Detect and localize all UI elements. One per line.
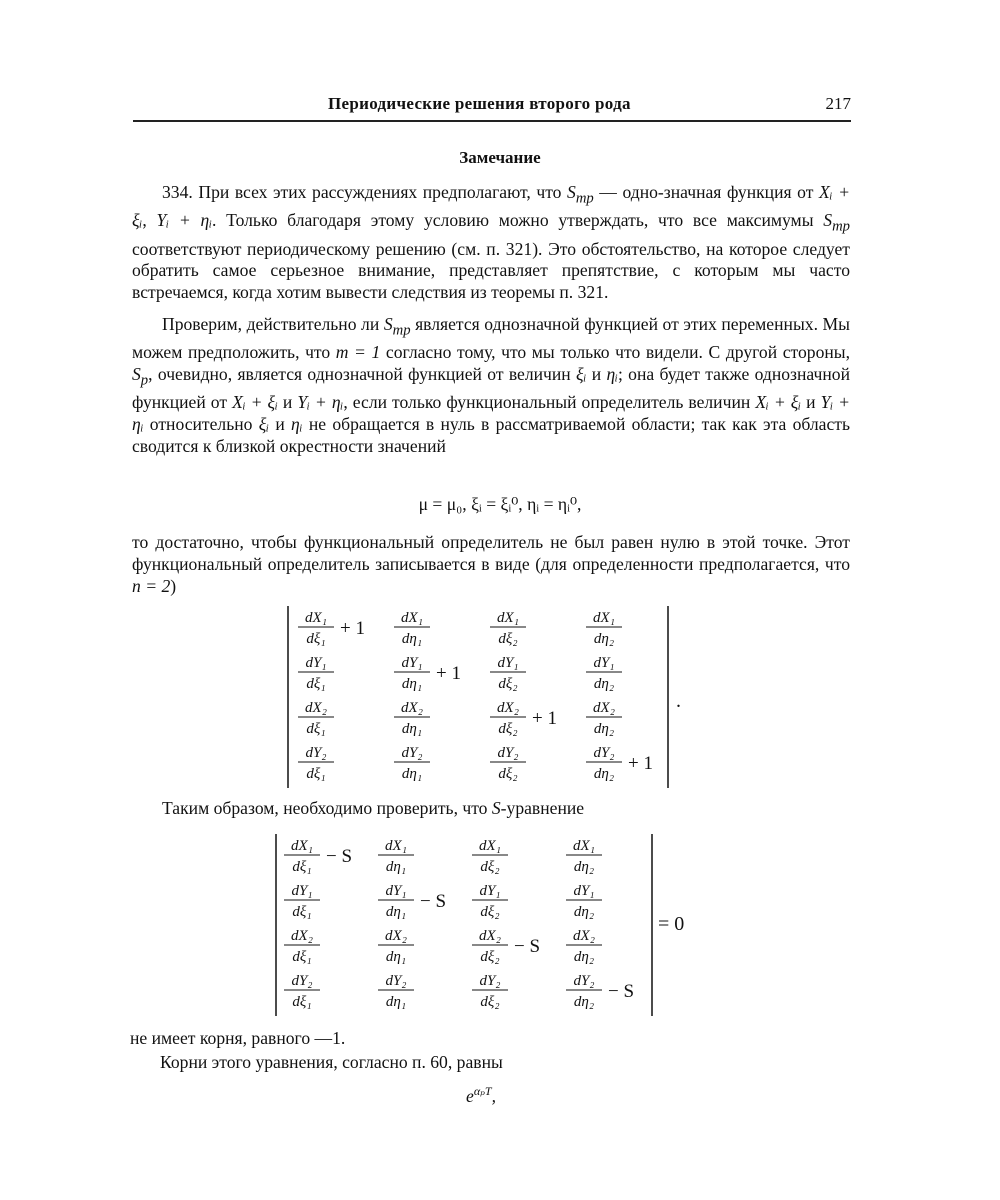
matrix1-entry-denominator: dη₁: [401, 676, 423, 692]
p1-text-d: соответствуют периодическому решению (см. п. 321). Это обстоятельство, на которое следует обратить самое серьезное внимание, представляет препятствие, с которым мы часто встречаемся, когда хотим вывести следствия из теоремы п. 321.: [132, 238, 850, 303]
p2-text-k: и: [275, 414, 285, 435]
matrix1-entry-numerator: dX₁: [593, 610, 615, 626]
math-eta-i: ηᵢ: [606, 364, 618, 385]
matrix1-entry-denominator: dξ₁: [306, 721, 326, 737]
math-eta-i-2: ηᵢ: [291, 414, 303, 435]
matrix2-entry-numerator: dY₁: [573, 883, 595, 899]
matrix2-entry-denominator: dη₂: [573, 904, 595, 920]
matrix2-entry-numerator: dX₂: [385, 928, 407, 944]
paragraph-check: [132, 314, 850, 458]
matrix1-entry-numerator: dX₁: [497, 610, 519, 626]
matrix2-entry-denominator: dη₁: [385, 994, 407, 1010]
display-formula-initial-values: μ = μ₀, ξᵢ = ξᵢ⁰, ηᵢ = ηᵢ⁰,: [418, 494, 582, 514]
matrix2-entry-numerator: dX₂: [573, 928, 595, 944]
matrix1-entry-denominator: dξ₂: [498, 721, 518, 737]
matrix2-entry-denominator: dξ₁: [292, 994, 312, 1010]
matrix1-entry-numerator: dX₂: [497, 700, 519, 716]
paragraph-roots: Корни этого уравнения, согласно п. 60, равны: [160, 1052, 503, 1072]
p2-text-b: является однозначной функцией от этих переменных. Мы можем предположить, что: [132, 314, 850, 363]
matrix2-entry-denominator: dη₂: [573, 994, 595, 1010]
matrix1-entry-numerator: dY₁: [401, 655, 423, 671]
running-head: [133, 92, 851, 122]
matrix1-entry-denominator: dη₁: [401, 631, 423, 647]
math-xi-i-2: ξᵢ: [258, 414, 270, 435]
matrix2-entry-denominator: dξ₁: [292, 859, 312, 875]
matrix2-entry-numerator: dX₂: [479, 928, 501, 944]
matrix2-entry-numerator: dY₁: [291, 883, 313, 899]
matrix1-entry-denominator: dξ₁: [306, 631, 326, 647]
matrix2-entry-diagonal-term: − S: [608, 981, 635, 1002]
matrix1-entry-numerator: dX₁: [401, 610, 423, 626]
matrix2-entry-numerator: dY₂: [479, 973, 501, 989]
p2-text-j: относительно: [149, 414, 253, 435]
p1-text-c: . Только благодаря этому условию можно утверждать, что все максимумы: [212, 210, 814, 231]
matrix1-entry-numerator: dX₂: [305, 700, 327, 716]
matrix1-entry-denominator: dξ₂: [498, 676, 518, 692]
matrix1-entry-numerator: dY₂: [401, 745, 423, 761]
p2-text-c: согласно тому, что мы только что видели. С другой стороны,: [385, 342, 851, 363]
matrix1-entry-denominator: dξ₁: [306, 766, 326, 782]
math-xi-i: ξᵢ: [576, 364, 587, 385]
matrix1-entry-denominator: dξ₂: [498, 631, 518, 647]
matrix2-entry-denominator: dη₂: [573, 949, 595, 965]
matrix2-entry-numerator: dY₁: [385, 883, 407, 899]
matrix2-entry-denominator: dξ₁: [292, 904, 312, 920]
p2-text-d: , очевидно, является однозначной функцией от величин: [148, 364, 571, 385]
section-title: Замечание: [459, 148, 541, 167]
math-s-p: $S_p$: [132, 364, 149, 389]
paragraph-no-root: не имеет корня, равного —1.: [130, 1028, 346, 1048]
matrix2-rhs: = 0: [658, 913, 685, 935]
matrix1-entry-diagonal-term: + 1: [532, 708, 557, 729]
math-x-plus-xi: Xᵢ + ξᵢ: [132, 182, 850, 231]
characteristic-determinant: [268, 832, 708, 1018]
p3-text-a: то достаточно, чтобы функциональный определитель не был равен нулю в этой точке. Этот функциональный определитель записывается в виде (для определенности предполагается, что: [132, 532, 850, 574]
matrix2-entry-numerator: dY₂: [573, 973, 595, 989]
matrix2-entry-numerator: dY₂: [291, 973, 313, 989]
jacobian-determinant: [280, 604, 700, 790]
matrix1-entry-diagonal-term: + 1: [340, 618, 365, 639]
p1-text-b: — одно-значная функция от: [599, 182, 814, 202]
matrix2-entry-denominator: dξ₁: [292, 949, 312, 965]
paragraph-s-equation: [132, 798, 850, 820]
p2-text-g: и: [282, 392, 293, 413]
paragraph-334: 334. При всех этих рассуждениях предполагают, что $S_{mp}$ — одно-значная функция от Xᵢ + ξᵢ, Yᵢ + ηᵢ. Только благодаря этому условию можно утверждать, что все максимумы $S_{mp}$ соответствуют периодическому решению (см. п. 321). Это обстоятельство, на которое следует обратить самое серьезное внимание, представляет препятствие, с которым мы часто встречаемся, когда хотим вывести следствия из теоремы п. 321.: [132, 182, 851, 303]
matrix2-entry-diagonal-term: − S: [326, 846, 353, 867]
matrix2-entry-denominator: dξ₂: [480, 949, 500, 965]
math-y-plus-eta: Yᵢ + ηᵢ: [156, 210, 212, 231]
p3-text-b: ): [170, 575, 177, 596]
p2-text-i: и: [806, 392, 816, 413]
p2-text-a: Проверим, действительно ли: [162, 314, 380, 334]
matrix1-entry-denominator: dη₁: [401, 721, 423, 737]
matrix1-entry-denominator: dη₂: [593, 721, 615, 737]
matrix1-entry-numerator: dX₂: [401, 700, 423, 716]
p2-text-e: и: [591, 364, 602, 385]
matrix2-entry-numerator: dX₁: [479, 838, 501, 854]
p2-text-f: ; она будет также однозначной функцией от: [132, 364, 850, 413]
matrix2-entry-denominator: dξ₂: [480, 859, 500, 875]
p1-text-a: При всех этих рассуждениях предполагают, что: [198, 182, 562, 202]
matrix1-entry-denominator: dη₂: [593, 631, 615, 647]
matrix1-entry-numerator: dY₁: [593, 655, 615, 671]
p2-text-l: не обращается в нуль в рассматриваемой области; так как эта область сводится к близкой окрестности значений: [132, 414, 851, 457]
math-m-eq: m = 1: [335, 342, 381, 363]
running-title: Периодические решения второго рода: [328, 94, 631, 113]
paragraph-number: 334.: [162, 182, 193, 202]
p2-text-h: , если только функциональный определитель величин: [343, 392, 751, 413]
matrix2-entry-numerator: dX₁: [291, 838, 313, 854]
matrix2-entry-diagonal-term: − S: [420, 891, 447, 912]
matrix1-entry-numerator: dX₂: [593, 700, 615, 716]
math-s-letter: S: [491, 798, 501, 818]
matrix1-entry-diagonal-term: + 1: [628, 753, 653, 774]
paragraph-determinant: [132, 532, 850, 597]
math-x-plus-xi-2: Xᵢ + ξᵢ: [232, 392, 278, 413]
matrix1-entry-numerator: dY₂: [593, 745, 615, 761]
matrix2-entry-numerator: dY₁: [479, 883, 501, 899]
math-y-plus-eta-3: Yᵢ + ηᵢ: [132, 392, 851, 435]
matrix2-entry-denominator: dξ₂: [480, 904, 500, 920]
math-s-mp-2: $S_{mp}$: [823, 210, 851, 235]
matrix2-entry-numerator: dX₁: [385, 838, 407, 854]
matrix2-entry-numerator: dX₂: [291, 928, 313, 944]
page-number: 217: [825, 94, 851, 113]
math-n-eq: n = 2: [132, 575, 171, 596]
matrix2-entry-denominator: dη₁: [385, 949, 407, 965]
p4-text-b: -уравнение: [500, 798, 585, 818]
math-y-plus-eta-2: Yᵢ + ηᵢ: [297, 392, 344, 413]
matrix2-entry-denominator: dξ₂: [480, 994, 500, 1010]
matrix1-entry-numerator: dY₁: [497, 655, 519, 671]
matrix1-entry-denominator: dξ₂: [498, 766, 518, 782]
matrix1-entry-denominator: dη₂: [593, 766, 615, 782]
matrix2-entry-denominator: dη₁: [385, 859, 407, 875]
matrix1-entry-denominator: dξ₁: [306, 676, 326, 692]
matrix2-entry-denominator: dη₂: [573, 859, 595, 875]
matrix1-entry-numerator: dY₂: [497, 745, 519, 761]
matrix1-entry-denominator: dη₂: [593, 676, 615, 692]
matrix2-entry-numerator: dY₂: [385, 973, 407, 989]
matrix2-entry-denominator: dη₁: [385, 904, 407, 920]
matrix1-entry-denominator: dη₁: [401, 766, 423, 782]
matrix1-entry-numerator: dY₂: [305, 745, 327, 761]
display-formula-exponent: $e^{\alpha_pT}$,: [466, 1084, 496, 1106]
math-s-mp-3: $S_{mp}$: [383, 314, 411, 339]
matrix1-entry-numerator: dX₁: [305, 610, 327, 626]
matrix1-trailing-dot: .: [676, 690, 681, 712]
matrix2-entry-numerator: dX₁: [573, 838, 595, 854]
math-s-mp: $S_{mp}$: [567, 182, 594, 207]
math-x-plus-xi-3: Xᵢ + ξᵢ: [755, 392, 802, 413]
matrix2-entry-diagonal-term: − S: [514, 936, 541, 957]
p4-text-a: Таким образом, необходимо проверить, что: [162, 798, 488, 818]
matrix1-entry-numerator: dY₁: [305, 655, 327, 671]
matrix1-entry-diagonal-term: + 1: [436, 663, 461, 684]
